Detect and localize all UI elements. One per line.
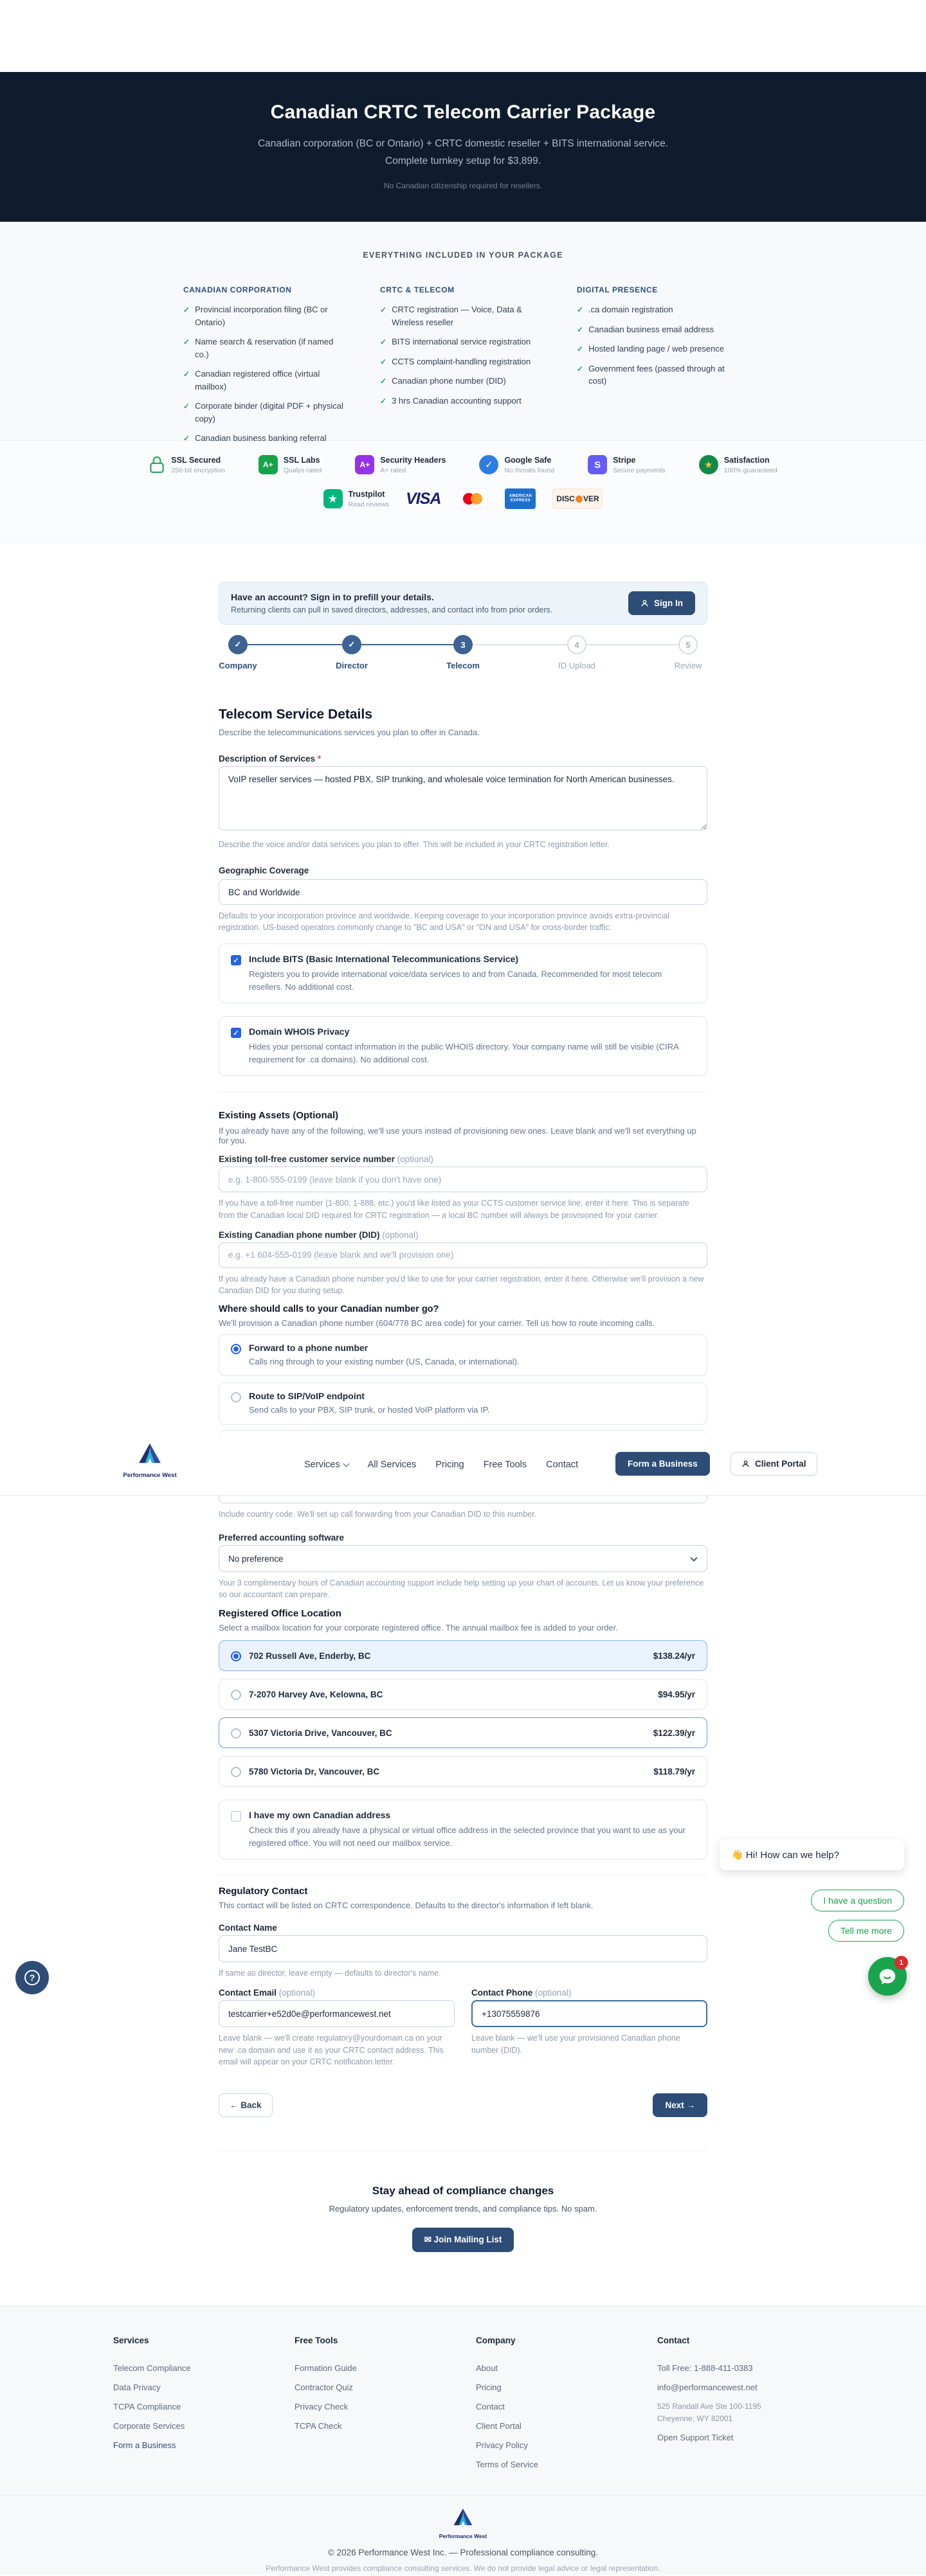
stripe-icon: S: [588, 455, 607, 474]
radio-selected-icon[interactable]: [231, 1344, 241, 1354]
list-item: ✓ BITS international service registration: [380, 335, 546, 348]
footer-heading: Company: [476, 2335, 516, 2345]
list-item: ✓ .ca domain registration: [577, 303, 743, 316]
mailbox-address: 5780 Victoria Dr, Vancouver, BC: [249, 1766, 380, 1776]
list-item: ✓ Provincial incorporation filing (BC or Ontario): [183, 303, 349, 328]
mailbox-address: 7-2070 Harvey Ave, Kelowna, BC: [249, 1689, 383, 1699]
footer-support-ticket[interactable]: Open Support Ticket: [657, 2432, 734, 2442]
list-item: ✓ 3 hrs Canadian accounting support: [380, 395, 546, 407]
step-circle: ✓: [228, 635, 248, 654]
routing-option-desc: Send calls to your PBX, SIP trunk, or hosted VoIP platform via IP.: [249, 1405, 490, 1415]
client-portal-button[interactable]: Client Portal: [731, 1452, 817, 1476]
mastercard-logo: [457, 488, 488, 509]
own-address-desc: Check this if you already have a physical or virtual office address in the selected province that you want to use as your registered office. You will not need our mailbox service.: [249, 1825, 686, 1848]
footer-link-telecom-compliance[interactable]: Telecom Compliance: [113, 2363, 191, 2373]
check-icon: ✓: [577, 325, 584, 334]
contact-email-input[interactable]: [219, 2000, 455, 2027]
chat-greeting-text: Hi! How can we help?: [745, 1850, 839, 1861]
check-icon: ✓: [577, 364, 584, 373]
coverage-helper: Defaults to your incorporation province and worldwide. Keeping coverage to your incorporation province avoids extra-provincial registration. US-based operators commonly change to "BC and USA" or "ON and USA" for cross-border traffic.: [219, 911, 670, 933]
step-telecom[interactable]: [428, 635, 498, 670]
tollfree-input[interactable]: [219, 1167, 707, 1192]
radio-icon[interactable]: [231, 1392, 241, 1402]
required-asterisk: *: [317, 754, 322, 764]
routing-option-title: Route to SIP/VoIP endpoint: [249, 1391, 365, 1402]
step-label: Director: [336, 661, 368, 670]
list-item: ✓ Name search & reservation (if named co.): [183, 335, 349, 361]
routing-sub: We'll provision a Canadian phone number (604/778 BC area code) for your carrier. Tell us how to route incoming calls.: [219, 1318, 655, 1328]
did-label: Existing Canadian phone number (DID) (optional): [219, 1230, 419, 1240]
footer: [0, 2306, 926, 2495]
check-icon: ✓: [380, 305, 387, 314]
included-col-digital: [577, 285, 743, 452]
chevron-down-icon: [343, 1460, 349, 1467]
step-circle: 3: [453, 635, 473, 654]
check-icon: ✓: [380, 337, 387, 346]
description-textarea[interactable]: [219, 766, 707, 830]
footer-heading: Services: [113, 2335, 149, 2345]
contact-email-label: Contact Email (optional): [219, 1988, 316, 1998]
mailbox-price: $94.95/yr: [658, 1689, 695, 1699]
performance-west-logo-icon: [132, 1438, 167, 1468]
contact-name-helper: If same as director, leave empty — defaults to director's name.: [219, 1969, 441, 1978]
signin-title: Have an account? Sign in to prefill your details.: [231, 592, 434, 602]
footer-heading: Free Tools: [295, 2335, 338, 2345]
help-fab-button[interactable]: [15, 1961, 49, 1994]
description-label: Description of Services *: [219, 754, 322, 764]
chat-greeting-bubble: [720, 1839, 904, 1870]
radio-icon[interactable]: [231, 1767, 241, 1777]
mailing-sub: Regulatory updates, enforcement trends, and compliance tips. No spam.: [329, 2203, 597, 2214]
subfooter: [0, 2495, 926, 2575]
step-label: ID Upload: [558, 661, 595, 670]
footer-link-contractor-quiz[interactable]: Contractor Quiz: [295, 2382, 354, 2392]
whois-title: Domain WHOIS Privacy: [249, 1026, 350, 1037]
footer-link-privacy-check[interactable]: Privacy Check: [295, 2401, 349, 2411]
bits-desc: Registers you to provide international voice/data services to and from Canada. Recommended for most telecom resellers. No additional cost.: [249, 969, 662, 992]
check-icon: ✓: [380, 357, 387, 366]
contact-phone-input[interactable]: [471, 2000, 707, 2027]
footer-logo: [439, 2505, 487, 2539]
own-address-checkbox-card[interactable]: [219, 1800, 707, 1859]
routing-heading: Where should calls to your Canadian number go?: [219, 1303, 439, 1314]
step-label: Review: [674, 661, 702, 670]
footer-address-line2: Cheyenne, WY 82001: [657, 2413, 733, 2423]
chevron-down-icon: [690, 1554, 697, 1561]
hero-subtitle: Canadian corporation (BC or Ontario) + CRTC domestic reseller + BITS international service. Complete turnkey setup for $3,899.: [257, 138, 669, 167]
next-button[interactable]: Next →: [653, 2093, 707, 2117]
mailbox-option-victoria-dr[interactable]: [219, 1756, 707, 1787]
back-button[interactable]: ← Back: [219, 2093, 273, 2117]
chat-quick-reply-question[interactable]: I have a question: [811, 1890, 904, 1911]
contact-name-input[interactable]: [219, 1935, 707, 1962]
page-title: Canadian CRTC Telecom Carrier Package: [270, 102, 656, 123]
mailbox-price: $118.79/yr: [653, 1766, 695, 1776]
step-label: Telecom: [446, 661, 480, 670]
mailbox-option-enderby[interactable]: [219, 1640, 707, 1671]
did-input[interactable]: [219, 1242, 707, 1268]
section-title: Telecom Service Details: [219, 707, 372, 722]
contact-phone-helper: Leave blank — we'll use your provisioned Canadian phone number (DID).: [471, 2034, 680, 2055]
brand-logo[interactable]: [121, 1438, 179, 1479]
discover-logo: DISC VER: [552, 488, 603, 509]
sign-in-button[interactable]: Sign In: [628, 591, 695, 615]
satisfaction-star-icon: ★: [699, 455, 718, 474]
footer-address-line1: 525 Randall Ave Ste 100-1195: [657, 2401, 761, 2411]
hero-banner: [0, 72, 926, 222]
footer-link-client-portal[interactable]: Client Portal: [476, 2420, 522, 2431]
mailbox-price: $138.24/yr: [653, 1650, 695, 1661]
check-icon: ✓: [380, 377, 387, 386]
footer-email[interactable]: info@performancewest.net: [657, 2382, 758, 2392]
mailbox-option-kelowna[interactable]: [219, 1679, 707, 1710]
footer-link-tcpa-check[interactable]: TCPA Check: [295, 2420, 342, 2431]
checkbox-checked-icon[interactable]: ✓: [231, 955, 241, 965]
radio-selected-icon[interactable]: [231, 1651, 241, 1661]
contact-phone-label: Contact Phone (optional): [471, 1988, 572, 1998]
accounting-label: Preferred accounting software: [219, 1533, 345, 1543]
question-mark-icon: ?: [24, 1970, 40, 1985]
bits-title: Include BITS (Basic International Telecommunications Service): [249, 954, 519, 965]
security-headers-icon: A+: [355, 455, 374, 474]
mailbox-option-victoria-drive[interactable]: [219, 1717, 707, 1748]
tollfree-helper: If you have a toll-free number (1-800, 1-888, etc.) you'd like listed as your CCTS customer service line, enter it here. This is separate from the Canadian local DID required for CRTC registration — a local BC number will always be provisioned for your carrier.: [219, 1199, 689, 1220]
footer-link-terms[interactable]: Terms of Service: [476, 2459, 538, 2469]
lock-icon: [149, 455, 165, 474]
contact-email-helper: Leave blank — we'll create regulatory@yourdomain.ca on your new .ca domain and use it as your CRTC contact address. This email will appear on your CRTC notification letter.: [219, 2034, 444, 2066]
section-subtitle: Describe the telecommunications services you plan to offer in Canada.: [219, 728, 480, 737]
assets-heading: Existing Assets (Optional): [219, 1110, 339, 1122]
assets-sub: If you already have any of the following, we'll use yours instead of provisioning new ones. Leave blank and we'll set everything up for you.: [219, 1126, 696, 1146]
visa-logo: VISA: [406, 489, 441, 508]
top-whitespace: [0, 0, 926, 72]
step-company[interactable]: [203, 635, 273, 670]
footer-link-form-a-business[interactable]: Form a Business: [113, 2440, 176, 2450]
chat-unread-badge: 1: [894, 1956, 908, 1969]
list-item: ✓ Hosted landing page / web presence: [577, 343, 743, 355]
tollfree-label: Existing toll-free customer service number (optional): [219, 1154, 433, 1165]
routing-option-sip[interactable]: [219, 1382, 707, 1425]
col-heading: CANADIAN CORPORATION: [183, 285, 292, 294]
contact-name-label: Contact Name: [219, 1923, 277, 1933]
col-heading: CRTC & TELECOM: [380, 285, 455, 294]
list-item: ✓ CRTC registration — Voice, Data & Wireless reseller: [380, 303, 546, 328]
included-col-telecom: [380, 285, 546, 452]
disclaimer: Performance West provides compliance consulting services. We do not provide legal advice or legal representation.: [266, 2563, 660, 2573]
badge-satisfaction: ★ Satisfaction 100% guaranteed: [699, 455, 777, 474]
footer-col-company: [476, 2336, 657, 2479]
regulatory-heading: Regulatory Contact: [219, 1886, 308, 1897]
list-item: ✓ Canadian business banking referral: [183, 432, 349, 445]
performance-west-logo-icon: [448, 2505, 478, 2529]
check-icon: ✓: [577, 344, 584, 353]
nav-free-tools[interactable]: Free Tools: [483, 1459, 527, 1470]
mailing-heading: Stay ahead of compliance changes: [372, 2184, 554, 2197]
footer-col-services: [113, 2336, 295, 2479]
included-section: [0, 222, 926, 441]
footer-heading: Contact: [657, 2335, 690, 2345]
nav-pricing[interactable]: Pricing: [435, 1459, 464, 1470]
list-item: ✓ Canadian business email address: [577, 323, 743, 336]
included-col-corporation: [183, 285, 349, 452]
signin-subtitle: Returning clients can pull in saved directors, addresses, and contact info from prior orders.: [231, 605, 553, 614]
check-icon: ✓: [183, 305, 190, 314]
mailbox-price: $122.39/yr: [653, 1728, 695, 1738]
forward-helper: Include country code. We'll set up call forwarding from your Canadian DID to this number.: [219, 1509, 537, 1519]
progress-steps: [219, 635, 707, 677]
badge-ssl-secured: SSL Secured 256-bit encryption: [149, 455, 224, 474]
mailbox-address: 5307 Victoria Drive, Vancouver, BC: [249, 1728, 392, 1738]
nav-contact[interactable]: Contact: [546, 1459, 579, 1470]
footer-link-pricing[interactable]: Pricing: [476, 2382, 502, 2392]
brand-name: Performance West: [439, 2532, 487, 2539]
badge-stripe: S Stripe Secure payments: [588, 455, 666, 474]
step-director[interactable]: [316, 635, 387, 670]
badge-google-safe: ✓ Google Safe No threats found: [479, 455, 554, 474]
badge-trustpilot[interactable]: ★ Trustpilot Read reviews: [323, 489, 390, 508]
person-icon: [640, 599, 649, 607]
ssl-labs-icon: A+: [259, 455, 278, 474]
did-helper: If you already have a Canadian phone number you'd like to use for your carrier registration, enter it here. Otherwise we'll provision a new Canadian DID for you during setup.: [219, 1274, 704, 1295]
badge-security-headers: A+ Security Headers A+ rated: [355, 455, 446, 474]
nav-all-services[interactable]: All Services: [367, 1459, 417, 1470]
trust-section: [0, 441, 926, 543]
step-circle: 5: [678, 635, 698, 654]
checkbox-checked-icon[interactable]: ✓: [231, 1028, 241, 1038]
footer-link-tcpa-compliance[interactable]: TCPA Compliance: [113, 2401, 181, 2411]
routing-option-forward[interactable]: [219, 1334, 707, 1377]
list-item: ✓ Corporate binder (digital PDF + physical copy): [183, 400, 349, 425]
checkbox-icon[interactable]: [231, 1811, 241, 1821]
whois-checkbox-card[interactable]: [219, 1016, 707, 1076]
trustpilot-star-icon: ★: [323, 489, 343, 508]
chat-launcher-button[interactable]: [868, 1957, 907, 1996]
coverage-input[interactable]: [219, 879, 707, 905]
check-icon: ✓: [183, 434, 190, 443]
footer-link-contact[interactable]: Contact: [476, 2401, 505, 2411]
signin-banner: [219, 582, 707, 625]
radio-icon[interactable]: [231, 1728, 241, 1739]
footer-link-privacy-policy[interactable]: Privacy Policy: [476, 2440, 528, 2450]
routing-option-title: Forward to a phone number: [249, 1342, 368, 1353]
discover-circle-icon: [576, 496, 583, 503]
bits-checkbox-card[interactable]: [219, 944, 707, 1003]
list-item: ✓ Canadian phone number (DID): [380, 375, 546, 388]
step-id-upload[interactable]: [541, 635, 612, 670]
office-sub: Select a mailbox location for your corporate registered office. The annual mailbox fee is added to your order.: [219, 1623, 618, 1633]
person-icon: [741, 1460, 750, 1468]
site-navbar: [0, 1433, 926, 1496]
description-helper: Describe the voice and/or data services you plan to offer. This will be included in your CRTC registration letter.: [219, 840, 610, 849]
check-icon: ✓: [577, 305, 584, 314]
check-icon: ✓: [183, 337, 190, 346]
chat-bubble-icon: [878, 1967, 897, 1986]
check-icon: ✓: [183, 402, 190, 411]
badge-ssl-labs: A+ SSL Labs Qualys rated: [259, 455, 322, 474]
check-icon: ✓: [183, 370, 190, 379]
footer-link-data-privacy[interactable]: Data Privacy: [113, 2382, 161, 2392]
list-item: ✓ Government fees (passed through at cost): [577, 362, 743, 388]
wave-emoji-icon: 👋: [731, 1850, 743, 1861]
footer-link-about[interactable]: About: [476, 2363, 498, 2373]
step-circle: ✓: [342, 635, 361, 654]
brand-name: Performance West: [123, 1472, 177, 1479]
accounting-select[interactable]: No preference: [219, 1545, 707, 1572]
radio-icon[interactable]: [231, 1690, 241, 1700]
regulatory-sub: This contact will be listed on CRTC correspondence. Defaults to the director's information if left blank.: [219, 1901, 594, 1911]
step-review[interactable]: [653, 635, 723, 670]
form-a-business-button[interactable]: Form a Business: [615, 1452, 710, 1476]
list-item: ✓ Canadian registered office (virtual mailbox): [183, 368, 349, 393]
footer-col-free-tools: [295, 2336, 476, 2479]
mailing-section: [219, 2151, 707, 2306]
coverage-label: Geographic Coverage: [219, 866, 309, 876]
mailbox-address: 702 Russell Ave, Enderby, BC: [249, 1650, 371, 1661]
google-safe-icon: ✓: [479, 455, 498, 474]
amex-logo: AMERICAN EXPRESS: [505, 488, 536, 509]
footer-phone[interactable]: Toll Free: 1-888-411-0383: [657, 2363, 753, 2373]
step-label: Company: [219, 661, 257, 670]
office-heading: Registered Office Location: [219, 1608, 341, 1620]
join-mailing-list-button[interactable]: ✉ Join Mailing List: [412, 2228, 514, 2252]
chat-quick-reply-more[interactable]: Tell me more: [828, 1920, 904, 1942]
step-circle: 4: [567, 635, 586, 654]
included-title: EVERYTHING INCLUDED IN YOUR PACKAGE: [363, 251, 563, 260]
routing-option-desc: Calls ring through to your existing number (US, Canada, or international).: [249, 1356, 520, 1366]
whois-desc: Hides your personal contact information in the public WHOIS directory. Your company name will still be visible (CIRA requirement for .ca domains). No additional cost.: [249, 1042, 679, 1064]
list-item: ✓ CCTS complaint-handling registration: [380, 355, 546, 368]
own-address-title: I have my own Canadian address: [249, 1810, 391, 1821]
footer-link-formation-guide[interactable]: Formation Guide: [295, 2363, 357, 2373]
copyright: © 2026 Performance West Inc. — Professional compliance consulting.: [327, 2547, 599, 2557]
divider: [219, 1091, 707, 1092]
col-heading: DIGITAL PRESENCE: [577, 285, 658, 294]
footer-link-corporate-services[interactable]: Corporate Services: [113, 2420, 185, 2431]
nav-services[interactable]: Services: [304, 1460, 349, 1470]
check-icon: ✓: [380, 396, 387, 406]
hero-note: No Canadian citizenship required for resellers.: [383, 181, 543, 191]
accounting-helper: Your 3 complimentary hours of Canadian accounting support include help setting up your chart of accounts. Let us know your preference so our accountant can prepare.: [219, 1579, 704, 1600]
footer-col-contact: [657, 2336, 850, 2479]
